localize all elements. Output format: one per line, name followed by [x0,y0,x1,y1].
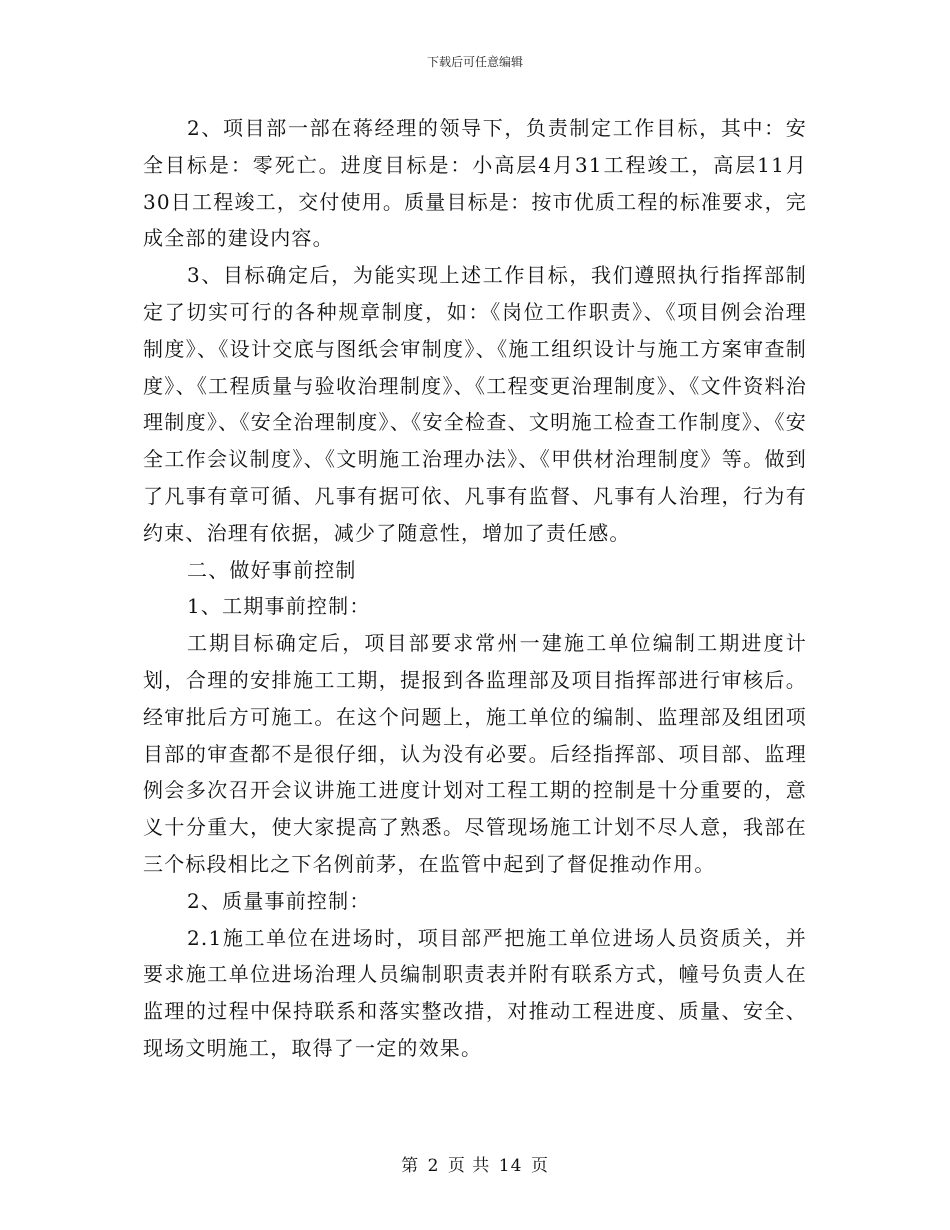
footer-page-number: 2 [427,1156,440,1176]
footer-total-pages: 14 [498,1156,523,1176]
page-header [0,55,950,69]
subheading-schedule-control: 1、工期事前控制： [187,594,371,619]
header-text: 下载后可任意编辑 [426,55,523,69]
page-footer [0,1155,950,1177]
document-body [143,110,807,1067]
footer-prefix: 第 [401,1156,420,1176]
subheading-quality-control: 2、质量事前控制： [187,888,371,913]
paragraph-goals: 2、项目部一部在蒋经理的领导下，负责制定工作目标，其中：安全目标是：零死亡。进度目标是：小高层4月31工程竣工，高层11月30日工程竣工，交付使用。质量目标是：按市优质工程的标准要求，完成全部的建设内容。 [143,116,807,251]
paragraph-quality-control: 2.1施工单位在进场时，项目部严把施工单位进场人员资质关，并要求施工单位进场治理人员编制职责表并附有联系方式，幢号负责人在监理的过程中保持联系和落实整改措，对推动工程进度、质量、安全、现场文明施工，取得了一定的效果。 [143,925,807,1060]
section-heading-advance-control: 二、做好事前控制 [187,557,357,582]
paragraph-regulations: 3、目标确定后，为能实现上述工作目标，我们遵照执行指挥部制定了切实可行的各种规章制度，如：《岗位工作职责》、《项目例会治理制度》、《设计交底与图纸会审制度》、《施工组织设计与施工方案审查制度》、《工程质量与验收治理制度》、《工程变更治理制度》、《文件资料治理制度》、《安全治理制度》、《安全检查、文明施工检查工作制度》、《安全工作会议制度》、《文明施工治理办法》、《甲供材治理制度》等。做到了凡事有章可循、凡事有据可依、凡事有监督、凡事有人治理，行为有约束、治理有依据，减少了随意性，增加了责任感。 [143,263,807,545]
footer-middle: 页 共 [447,1156,491,1176]
paragraph-schedule-control: 工期目标确定后，项目部要求常州一建施工单位编制工期进度计划，合理的安排施工工期，提报到各监理部及项目指挥部进行审核后。经审批后方可施工。在这个问题上，施工单位的编制、监理部及组团项目部的审查都不是很仔细，认为没有必要。后经指挥部、项目部、监理例会多次召开会议讲施工进度计划对工程工期的控制是十分重要的，意义十分重大，使大家提高了熟悉。尽管现场施工计划不尽人意，我部在三个标段相比之下名例前茅，在监管中起到了督促推动作用。 [143,631,807,876]
footer-suffix: 页 [530,1156,549,1176]
